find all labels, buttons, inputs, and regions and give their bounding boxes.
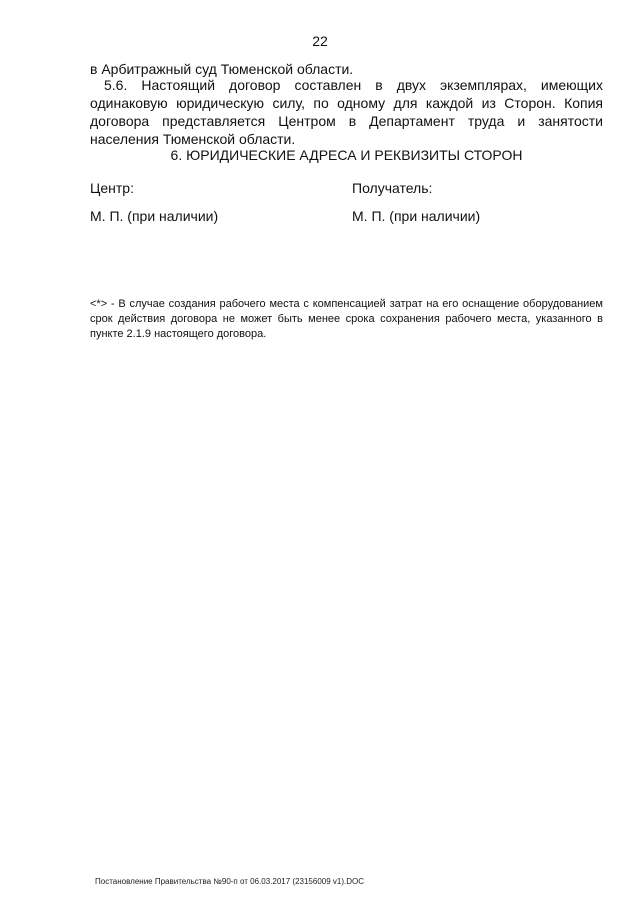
footnote: <*> - В случае создания рабочего места с компенсацией затрат на его оснащение оборудованием срок действия договора не может быть менее срока сохранения рабочего места, указанного в пункте 2.1.9 настоящего договора. [90, 298, 603, 340]
page-number: 22 [312, 33, 328, 49]
party-recipient-stamp: М. П. (при наличии) [352, 208, 481, 224]
continuation-line: в Арбитражный суд Тюменской области. [90, 61, 354, 77]
paragraph-5-6: 5.6. Настоящий договор составлен в двух экземплярах, имеющих одинаковую юридическую силу, по одному для каждой из Сторон. Копия договора представляется Центром в Департамент труда и занятости населения Тюменской области. [90, 77, 603, 147]
party-center-label: Центр: [90, 180, 134, 196]
party-recipient-label: Получатель: [352, 180, 433, 196]
section-6-heading: 6. ЮРИДИЧЕСКИЕ АДРЕСА И РЕКВИЗИТЫ СТОРОН [170, 147, 523, 163]
document-footer: Постановление Правительства №90-п от 06.03.2017 (23156009 v1).DOC [95, 877, 365, 886]
party-center-stamp: М. П. (при наличии) [90, 208, 219, 224]
